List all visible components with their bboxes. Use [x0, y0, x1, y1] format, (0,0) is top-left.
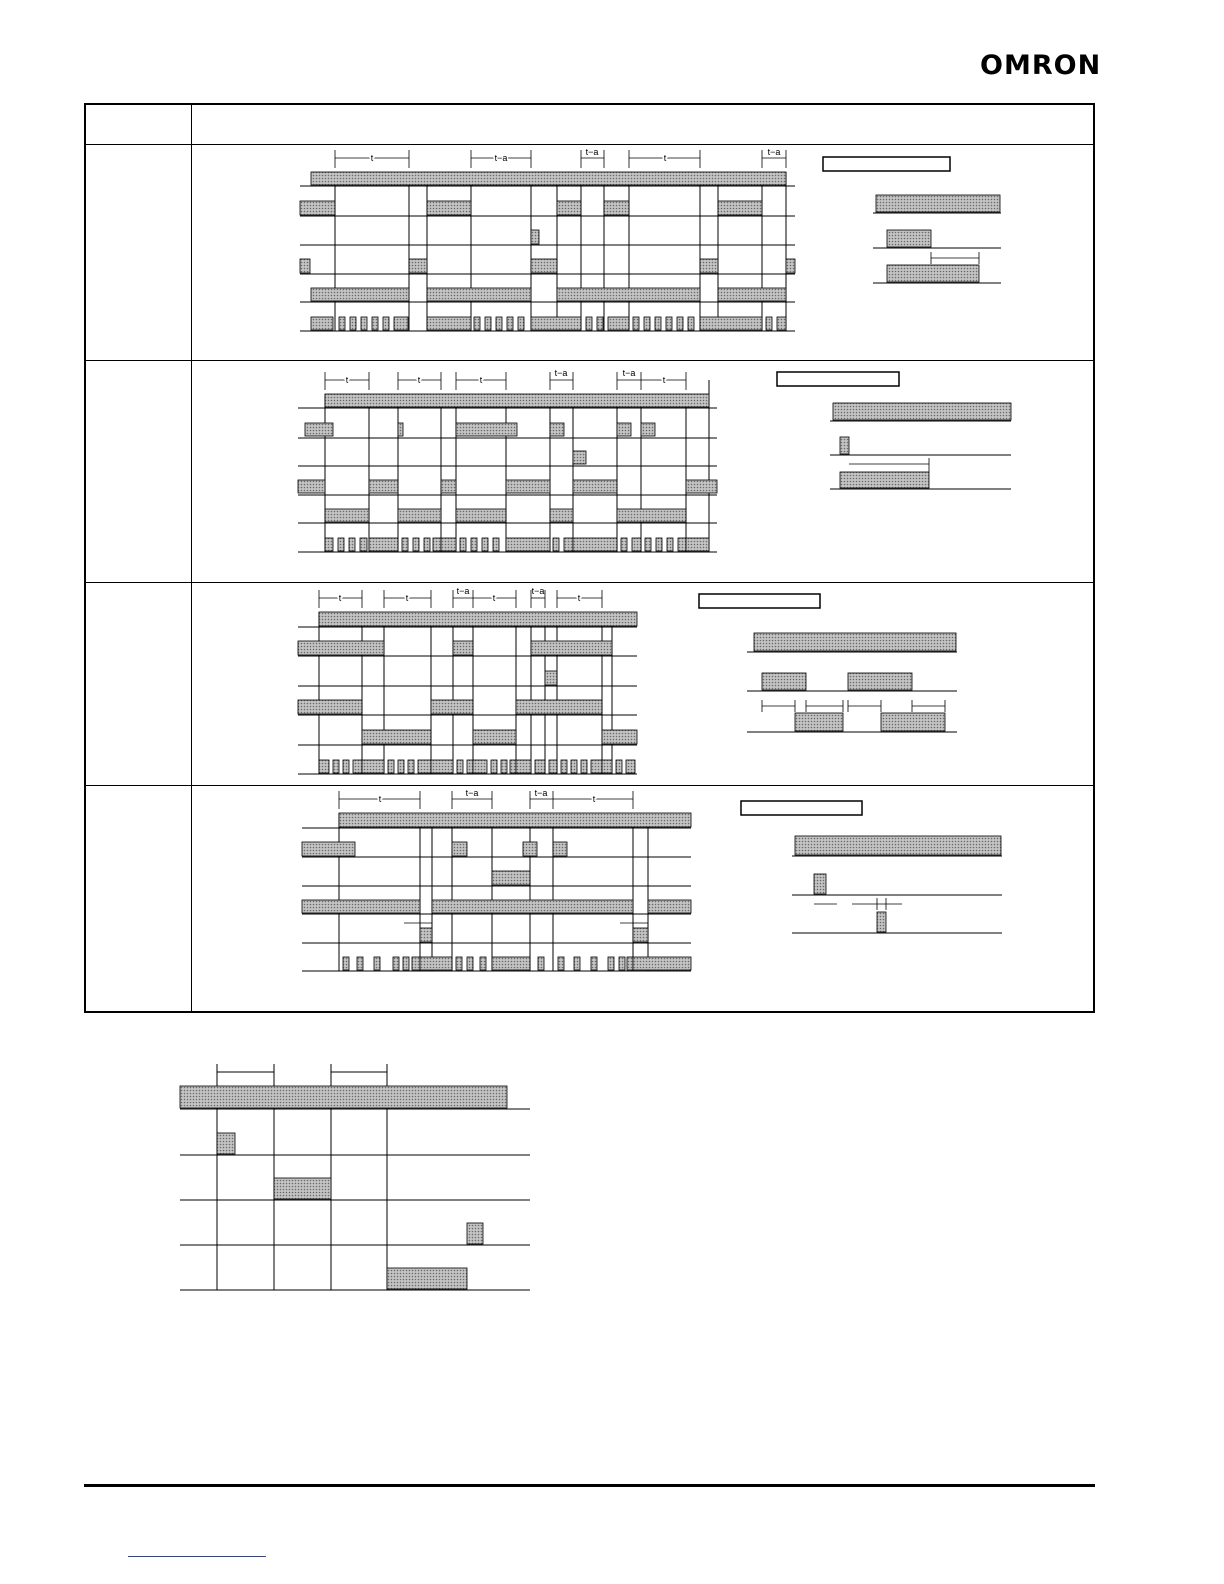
interval-label: t: [345, 375, 349, 385]
interval-label: t: [405, 593, 409, 603]
interval-label: t−a: [622, 368, 636, 378]
interval-label: t: [370, 153, 374, 163]
interval-label: t: [492, 593, 496, 603]
interval-label: t−a: [456, 586, 470, 596]
interval-label: t: [663, 153, 667, 163]
row1-timing-diagram: [300, 147, 1001, 331]
interval-label: t−a: [585, 147, 599, 157]
legend-box: [777, 372, 899, 386]
row4-timing-diagram: [302, 788, 1002, 971]
legend-box: [741, 801, 862, 815]
footer-link-underline[interactable]: [128, 1556, 266, 1557]
row2-timing-diagram: [298, 368, 1011, 552]
interval-label: t−a: [767, 147, 781, 157]
row3-timing-diagram: [298, 586, 957, 774]
interval-label: t: [378, 794, 382, 804]
footer-rule: [84, 1484, 1095, 1487]
bottom-timing-diagram: [180, 1064, 530, 1290]
interval-label: t−a: [534, 788, 548, 798]
interval-label: t−a: [465, 788, 479, 798]
interval-label: t: [577, 593, 581, 603]
interval-label: t−a: [554, 368, 568, 378]
interval-label: t−a: [494, 153, 508, 163]
omron-logo: OMRON: [980, 50, 1102, 81]
interval-label: t: [662, 375, 666, 385]
legend-box: [699, 594, 820, 608]
interval-label: t−a: [531, 586, 545, 596]
interval-label: t: [592, 794, 596, 804]
legend-box: [823, 157, 950, 171]
interval-label: t: [479, 375, 483, 385]
interval-label: t: [417, 375, 421, 385]
interval-label: t: [338, 593, 342, 603]
